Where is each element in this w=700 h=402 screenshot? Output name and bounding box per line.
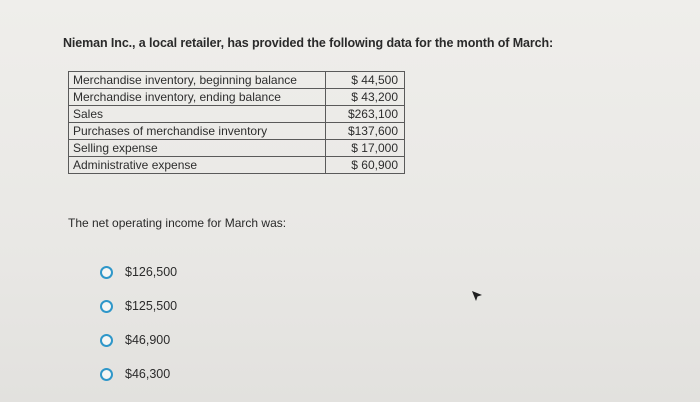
question-title: Nieman Inc., a local retailer, has provided the following data for the month of March: [63, 36, 554, 50]
answer-option-2[interactable] [100, 289, 177, 323]
table-cell-label: Merchandise inventory, ending balance [69, 89, 326, 106]
question-prompt: The net operating income for March was: [68, 216, 287, 230]
table-cell-value: $ 17,000 [326, 140, 405, 157]
mouse-cursor-icon [470, 289, 484, 303]
table-cell-label: Purchases of merchandise inventory [69, 123, 326, 140]
table-cell-value: $ 60,900 [326, 157, 405, 174]
answer-options [100, 255, 177, 391]
table-cell-value: $137,600 [326, 123, 405, 140]
table-row [69, 123, 405, 140]
table-cell-label: Sales [69, 106, 326, 123]
table-row [69, 157, 405, 174]
answer-option-3[interactable] [100, 323, 177, 357]
radio-button-2[interactable] [100, 300, 113, 313]
table-row [69, 72, 405, 89]
radio-button-4[interactable] [100, 368, 113, 381]
answer-option-1[interactable] [100, 255, 177, 289]
table-cell-label: Selling expense [69, 140, 326, 157]
answer-option-label: $46,900 [125, 333, 171, 347]
table-row [69, 89, 405, 106]
table-cell-label: Administrative expense [69, 157, 326, 174]
table-cell-value: $ 43,200 [326, 89, 405, 106]
answer-option-label: $126,500 [125, 265, 178, 279]
data-table [68, 71, 405, 174]
answer-option-label: $125,500 [125, 299, 178, 313]
table-row [69, 140, 405, 157]
table-cell-value: $ 44,500 [326, 72, 405, 89]
answer-option-4[interactable] [100, 357, 177, 391]
answer-option-label: $46,300 [125, 367, 171, 381]
radio-button-3[interactable] [100, 334, 113, 347]
table-cell-value: $263,100 [326, 106, 405, 123]
table-row [69, 106, 405, 123]
radio-button-1[interactable] [100, 266, 113, 279]
table-cell-label: Merchandise inventory, beginning balance [69, 72, 326, 89]
